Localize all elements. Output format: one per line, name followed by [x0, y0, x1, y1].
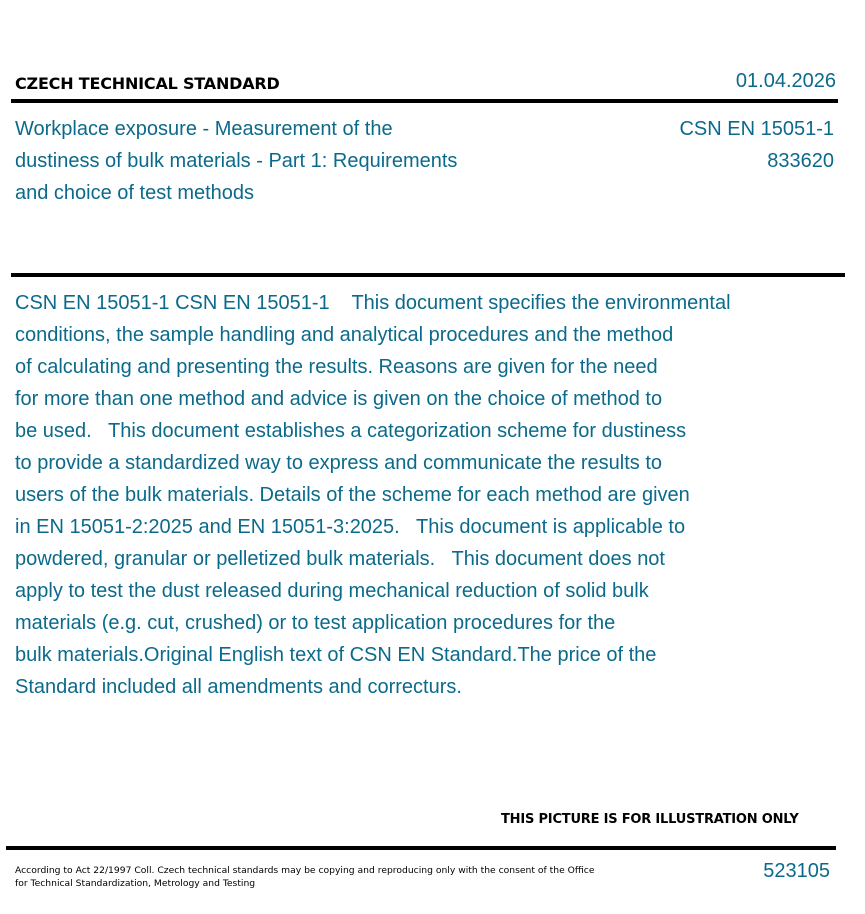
title-line: and choice of test methods [15, 182, 255, 204]
abstract-line: to provide a standardized way to express and communicate the results to [15, 452, 663, 474]
abstract-line: in EN 15051-2:2025 and EN 15051-3:2025. This document is applicable to [15, 516, 686, 538]
abstract-line: materials (e.g. cut, crushed) or to test application procedures for the [15, 612, 616, 634]
standard-designation: CSN EN 15051-1 [679, 118, 834, 140]
document-abstract [15, 287, 815, 703]
abstract-line: be used. This document establishes a categorization scheme for dustiness [15, 420, 687, 442]
standard-code-block [679, 113, 834, 177]
section-divider [11, 273, 845, 277]
legal-notice-line: According to Act 22/1997 Coll. Czech technical standards may be copying and reproducing only with the consent of the Office [15, 865, 595, 876]
legal-notice-line: for Technical Standardization, Metrology and Testing [15, 878, 256, 889]
abstract-line: CSN EN 15051-1 CSN EN 15051-1 This document specifies the environmental [15, 292, 731, 314]
abstract-line: bulk materials.Original English text of CSN EN Standard.The price of the [15, 644, 657, 666]
abstract-line: Standard included all amendments and correcturs. [15, 676, 462, 698]
illustration-disclaimer: THIS PICTURE IS FOR ILLUSTRATION ONLY [501, 812, 799, 827]
abstract-line: powdered, granular or pelletized bulk materials. This document does not [15, 548, 665, 570]
standard-type-label: CZECH TECHNICAL STANDARD [15, 74, 280, 93]
document-id: 523105 [763, 860, 830, 882]
abstract-line: for more than one method and advice is given on the choice of method to [15, 388, 663, 410]
title-line: Workplace exposure - Measurement of the [15, 118, 393, 140]
legal-notice [15, 864, 594, 890]
abstract-line: conditions, the sample handling and analytical procedures and the method [15, 324, 674, 346]
publication-date: 01.04.2026 [735, 70, 836, 92]
abstract-line: users of the bulk materials. Details of the scheme for each method are given [15, 484, 690, 506]
abstract-line: of calculating and presenting the results. Reasons are given for the need [15, 356, 658, 378]
header-divider [11, 99, 838, 103]
abstract-line: apply to test the dust released during mechanical reduction of solid bulk [15, 580, 649, 602]
classification-number: 833620 [767, 150, 834, 172]
document-title [15, 113, 515, 209]
footer-divider [6, 846, 836, 850]
title-line: dustiness of bulk materials - Part 1: Requirements [15, 150, 458, 172]
